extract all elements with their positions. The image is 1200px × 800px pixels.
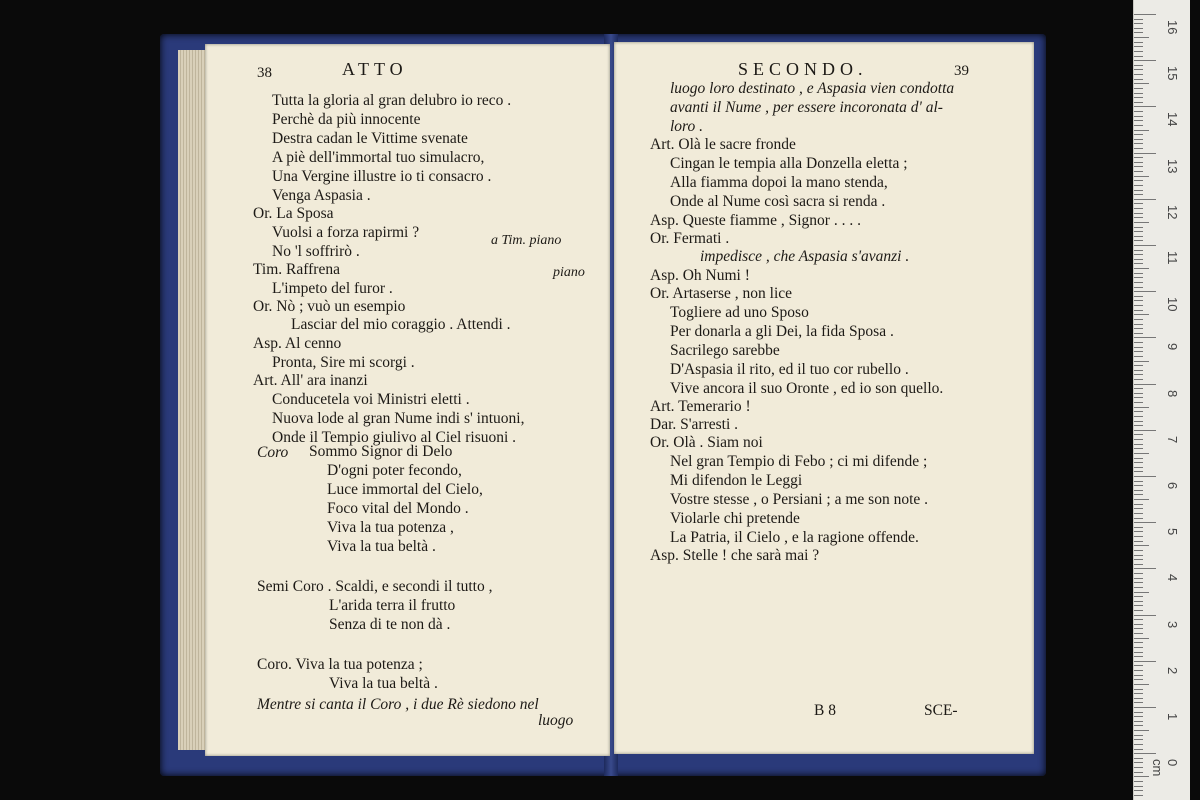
- ruler-tick: [1134, 69, 1143, 70]
- ruler-tick: [1134, 587, 1143, 588]
- text-line: Alla fiamma dopoi la mano stenda,: [670, 174, 888, 191]
- ruler-tick: [1134, 555, 1143, 556]
- ruler-number: 8: [1165, 389, 1180, 397]
- text-line: Vuolsi a forza rapirmi ?: [272, 224, 420, 241]
- ruler-tick: [1134, 568, 1156, 569]
- ruler-number: 13: [1165, 158, 1180, 174]
- text-line: No 'l soffrirò .: [272, 243, 360, 260]
- ruler-tick: [1134, 60, 1156, 61]
- ruler-tick: [1134, 208, 1143, 209]
- text-line: Una Vergine illustre io ti consacro .: [272, 168, 492, 185]
- ruler-tick: [1134, 485, 1143, 486]
- ruler-tick: [1134, 462, 1143, 463]
- ruler-tick: [1134, 190, 1143, 191]
- ruler-tick: [1134, 83, 1149, 84]
- ruler-tick: [1134, 596, 1143, 597]
- text-line: Tutta la gloria al gran delubro io reco .: [272, 92, 512, 109]
- ruler-tick: [1134, 453, 1149, 454]
- page-edges: [178, 50, 208, 750]
- ruler-tick: [1134, 425, 1143, 426]
- stage-direction: piano: [553, 265, 585, 280]
- ruler-tick: [1134, 254, 1143, 255]
- ruler-tick: [1134, 199, 1156, 200]
- text-line: Pronta, Sire mi scorgi .: [272, 354, 415, 371]
- ruler-tick: [1134, 337, 1156, 338]
- ruler-tick: [1134, 573, 1143, 574]
- text-line: Or. Fermati .: [650, 230, 730, 247]
- ruler-tick: [1134, 490, 1143, 491]
- ruler-number: 4: [1165, 574, 1180, 582]
- ruler-tick: [1134, 314, 1149, 315]
- ruler-tick: [1134, 725, 1143, 726]
- ruler-tick: [1134, 564, 1143, 565]
- text-line: Coro: [257, 444, 289, 461]
- text-line: Perchè da più innocente: [272, 111, 421, 128]
- text-line: Nuova lode al gran Nume indi s' intuoni,: [272, 410, 525, 427]
- ruler-tick: [1134, 458, 1143, 459]
- ruler-tick: [1134, 402, 1143, 403]
- ruler-number: 12: [1165, 204, 1180, 220]
- text-line: Or. Olà . Siam noi: [650, 434, 763, 451]
- ruler-tick: [1134, 300, 1143, 301]
- ruler-tick: [1134, 32, 1143, 33]
- ruler-tick: [1134, 74, 1143, 75]
- ruler-number: 7: [1165, 435, 1180, 444]
- text-line: Sommo Signor di Delo: [309, 443, 453, 460]
- text-line: avanti il Nume , per essere incoronata d' al-: [670, 99, 943, 116]
- ruler-tick: [1134, 397, 1143, 398]
- ruler-tick: [1134, 753, 1156, 754]
- ruler-tick: [1134, 675, 1143, 676]
- ruler-tick: [1134, 347, 1143, 348]
- ruler-number: 10: [1165, 297, 1180, 312]
- ruler-tick: [1134, 14, 1156, 15]
- ruler-tick: [1134, 790, 1143, 791]
- ruler-tick: [1134, 356, 1143, 357]
- ruler-tick: [1134, 310, 1143, 311]
- ruler-tick: [1134, 721, 1143, 722]
- ruler-tick: [1134, 282, 1143, 283]
- ruler-tick: [1134, 231, 1143, 232]
- text-line: Onde il Tempio giulivo al Ciel risuoni .: [272, 429, 517, 446]
- text-line: Violarle chi pretende: [670, 510, 800, 527]
- ruler-tick: [1134, 531, 1143, 532]
- ruler-tick: [1134, 407, 1149, 408]
- ruler-tick: [1134, 605, 1143, 606]
- ruler-tick: [1134, 416, 1143, 417]
- ruler-tick: [1134, 328, 1143, 329]
- ruler-tick: [1134, 628, 1143, 629]
- ruler-tick: [1134, 494, 1143, 495]
- ruler-tick: [1134, 739, 1143, 740]
- text-line: Semi Coro . Scaldi, e secondi il tutto ,: [257, 578, 493, 595]
- text-line: Coro. Viva la tua potenza ;: [257, 656, 423, 673]
- ruler-tick: [1134, 268, 1149, 269]
- text-line: Sacrilego sarebbe: [670, 342, 780, 359]
- text-line: Togliere ad uno Sposo: [670, 304, 809, 321]
- ruler-tick: [1134, 430, 1156, 431]
- text-line: Dar. S'arresti .: [650, 416, 739, 433]
- text-line: Cingan le tempia alla Donzella eletta ;: [670, 155, 908, 172]
- ruler-tick: [1134, 545, 1149, 546]
- ruler-tick: [1134, 23, 1143, 24]
- ruler-tick: [1134, 236, 1143, 237]
- ruler-tick: [1134, 508, 1143, 509]
- text-line: L'impeto del furor .: [272, 280, 393, 297]
- ruler-tick: [1134, 277, 1143, 278]
- text-line: Viva la tua potenza ,: [327, 519, 454, 536]
- ruler-tick: [1134, 730, 1149, 731]
- ruler-tick: [1134, 642, 1143, 643]
- ruler-number: 15: [1165, 66, 1180, 81]
- ruler-tick: [1134, 434, 1143, 435]
- ruler-tick: [1134, 712, 1143, 713]
- ruler-tick: [1134, 37, 1149, 38]
- text-line: Luce immortal del Cielo,: [327, 481, 483, 498]
- ruler-tick: [1134, 125, 1143, 126]
- ruler-tick: [1134, 240, 1143, 241]
- ruler-number: 0 cm: [1150, 759, 1180, 777]
- ruler-tick: [1134, 615, 1156, 616]
- text-line: L'arida terra il frutto: [329, 597, 456, 614]
- ruler-tick: [1134, 716, 1143, 717]
- ruler-tick: [1134, 333, 1143, 334]
- ruler-tick: [1134, 679, 1143, 680]
- ruler-tick: [1134, 467, 1143, 468]
- ruler-tick: [1134, 305, 1143, 306]
- ruler-tick: [1134, 194, 1143, 195]
- ruler-tick: [1134, 656, 1143, 657]
- text-line: Or. Nò ; vuò un esempio: [253, 298, 406, 315]
- ruler-tick: [1134, 102, 1143, 103]
- ruler-tick: [1134, 296, 1143, 297]
- ruler-tick: [1134, 19, 1143, 20]
- text-line: Art. All' ara inanzi: [253, 372, 368, 389]
- ruler-number: 5: [1165, 528, 1180, 536]
- ruler-tick: [1134, 749, 1143, 750]
- ruler-tick: [1134, 633, 1143, 634]
- ruler-tick: [1134, 670, 1143, 671]
- ruler-tick: [1134, 421, 1143, 422]
- text-line: Or. La Sposa: [253, 205, 334, 222]
- ruler-tick: [1134, 51, 1143, 52]
- text-line: A piè dell'immortal tuo simulacro,: [272, 149, 485, 166]
- text-line: Senza di te non dà .: [329, 616, 451, 633]
- ruler-tick: [1134, 171, 1143, 172]
- text-line: Art. Temerario !: [650, 398, 751, 415]
- ruler-tick: [1134, 180, 1143, 181]
- ruler-tick: [1134, 93, 1143, 94]
- ruler-tick: [1134, 786, 1143, 787]
- ruler-tick: [1134, 111, 1143, 112]
- ruler-tick: [1134, 217, 1143, 218]
- ruler-tick: [1134, 767, 1143, 768]
- ruler-tick: [1134, 735, 1143, 736]
- text-line: Mi difendon le Leggi: [670, 472, 803, 489]
- text-line: luogo: [538, 712, 574, 729]
- ruler-tick: [1134, 157, 1143, 158]
- signature-mark: B 8: [814, 702, 836, 719]
- text-line: Asp. Oh Numi !: [650, 267, 750, 284]
- ruler-tick: [1134, 661, 1156, 662]
- ruler-tick: [1134, 758, 1143, 759]
- ruler-tick: [1134, 351, 1143, 352]
- ruler-tick: [1134, 707, 1156, 708]
- ruler-tick: [1134, 647, 1143, 648]
- ruler-tick: [1134, 582, 1143, 583]
- ruler-tick: [1134, 143, 1143, 144]
- ruler-number: 16: [1165, 20, 1180, 35]
- ruler-tick: [1134, 795, 1143, 796]
- ruler-tick: [1134, 162, 1143, 163]
- stage-direction: a Tim. piano: [491, 233, 562, 248]
- ruler-tick: [1134, 411, 1143, 412]
- ruler-tick: [1134, 250, 1143, 251]
- right-page-number: 39: [954, 63, 969, 79]
- text-line: D'ogni poter fecondo,: [327, 462, 462, 479]
- ruler-tick: [1134, 471, 1143, 472]
- text-line: Conducetela voi Ministri eletti .: [272, 391, 470, 408]
- left-page-number: 38: [257, 65, 272, 81]
- ruler-tick: [1134, 361, 1149, 362]
- ruler-tick: [1134, 592, 1149, 593]
- ruler-tick: [1134, 476, 1156, 477]
- ruler-tick: [1134, 384, 1156, 385]
- text-line: Asp. Stelle ! che sarà mai ?: [650, 547, 820, 564]
- ruler-tick: [1134, 439, 1143, 440]
- ruler-tick: [1134, 56, 1143, 57]
- ruler-tick: [1134, 134, 1143, 135]
- ruler-tick: [1134, 97, 1143, 98]
- ruler-tick: [1134, 619, 1143, 620]
- ruler-tick: [1134, 139, 1143, 140]
- ruler-tick: [1134, 665, 1143, 666]
- text-line: Foco vital del Mondo .: [327, 500, 469, 517]
- text-line: Asp. Al cenno: [253, 335, 342, 352]
- ruler-tick: [1134, 393, 1143, 394]
- ruler-tick: [1134, 638, 1149, 639]
- ruler-tick: [1134, 130, 1149, 131]
- ruler-tick: [1134, 499, 1149, 500]
- ruler-tick: [1134, 481, 1143, 482]
- ruler-tick: [1134, 444, 1143, 445]
- ruler-tick: [1134, 273, 1143, 274]
- ruler-tick: [1134, 702, 1143, 703]
- text-line: D'Aspasia il rito, ed il tuo cor rubello .: [670, 361, 909, 378]
- text-line: Onde al Nume così sacra si renda .: [670, 193, 886, 210]
- text-line: impedisce , che Aspasia s'avanzi .: [700, 248, 910, 265]
- right-page: [614, 42, 1034, 754]
- ruler-tick: [1134, 698, 1143, 699]
- ruler-number: 1: [1165, 713, 1180, 721]
- ruler-tick: [1134, 522, 1156, 523]
- ruler-tick: [1134, 185, 1143, 186]
- ruler-tick: [1134, 213, 1143, 214]
- ruler-tick: [1134, 342, 1143, 343]
- text-line: Art. Olà le sacre fronde: [650, 136, 796, 153]
- ruler-tick: [1134, 65, 1143, 66]
- ruler-number: 6: [1165, 482, 1180, 490]
- text-line: Tim. Raffrena: [253, 261, 340, 278]
- ruler-tick: [1134, 504, 1143, 505]
- ruler-tick: [1134, 610, 1143, 611]
- ruler-tick: [1134, 781, 1143, 782]
- ruler-tick: [1134, 448, 1143, 449]
- text-line: Per donarla a gli Dei, la fida Sposa .: [670, 323, 894, 340]
- ruler-number: 11: [1165, 251, 1180, 265]
- text-line: Nel gran Tempio di Febo ; ci mi difende ;: [670, 453, 928, 470]
- ruler-tick: [1134, 46, 1143, 47]
- ruler-tick: [1134, 319, 1143, 320]
- ruler-tick: [1134, 762, 1143, 763]
- ruler-number: 14: [1165, 112, 1180, 127]
- ruler-tick: [1134, 148, 1143, 149]
- ruler-tick: [1134, 578, 1143, 579]
- ruler-tick: [1134, 559, 1143, 560]
- ruler-tick: [1134, 693, 1143, 694]
- ruler-tick: [1134, 291, 1156, 292]
- ruler-tick: [1134, 120, 1143, 121]
- text-line: Or. Artaserse , non lice: [650, 285, 793, 302]
- ruler-tick: [1134, 684, 1149, 685]
- catchword: SCE-: [924, 702, 958, 719]
- ruler-tick: [1134, 374, 1143, 375]
- ruler-tick: [1134, 222, 1149, 223]
- left-page-header: ATTO: [342, 59, 408, 79]
- text-line: Venga Aspasia .: [272, 187, 371, 204]
- ruler-tick: [1134, 106, 1156, 107]
- ruler-tick: [1134, 227, 1143, 228]
- ruler-tick: [1134, 689, 1143, 690]
- ruler-tick: [1134, 324, 1143, 325]
- left-page: [205, 44, 610, 756]
- ruler-tick: [1134, 513, 1143, 514]
- ruler-tick: [1134, 601, 1143, 602]
- ruler-tick: [1134, 624, 1143, 625]
- text-line: Viva la tua beltà .: [327, 538, 436, 555]
- text-line: Asp. Queste fiamme , Signor . . . .: [650, 212, 861, 229]
- measuring-ruler: [1133, 0, 1190, 800]
- ruler-tick: [1134, 776, 1149, 777]
- ruler-tick: [1134, 263, 1143, 264]
- ruler-tick: [1134, 287, 1143, 288]
- ruler-tick: [1134, 550, 1143, 551]
- ruler-tick: [1134, 42, 1143, 43]
- ruler-tick: [1134, 379, 1143, 380]
- text-line: La Patria, il Cielo , e la ragione offende.: [670, 529, 919, 546]
- ruler-tick: [1134, 365, 1143, 366]
- ruler-tick: [1134, 772, 1143, 773]
- text-line: Destra cadan le Vittime svenate: [272, 130, 468, 147]
- ruler-number: 3: [1165, 620, 1180, 628]
- ruler-tick: [1134, 28, 1143, 29]
- text-line: Vostre stesse , o Persiani ; a me son note .: [670, 491, 929, 508]
- text-line: Lasciar del mio coraggio . Attendi .: [291, 316, 511, 333]
- ruler-tick: [1134, 518, 1143, 519]
- right-page-header: SECONDO.: [738, 59, 868, 79]
- ruler-tick: [1134, 652, 1143, 653]
- text-line: Vive ancora il suo Oronte , ed io son quello.: [670, 380, 944, 397]
- ruler-tick: [1134, 245, 1156, 246]
- text-line: Viva la tua beltà .: [329, 675, 438, 692]
- ruler-tick: [1134, 536, 1143, 537]
- ruler-tick: [1134, 541, 1143, 542]
- ruler-tick: [1134, 203, 1143, 204]
- text-line: luogo loro destinato , e Aspasia vien condotta: [670, 80, 955, 97]
- ruler-tick: [1134, 116, 1143, 117]
- ruler-tick: [1134, 370, 1143, 371]
- text-line: loro .: [670, 118, 704, 135]
- ruler-tick: [1134, 744, 1143, 745]
- ruler-tick: [1134, 259, 1143, 260]
- ruler-tick: [1134, 166, 1143, 167]
- ruler-tick: [1134, 88, 1143, 89]
- ruler-tick: [1134, 176, 1149, 177]
- ruler-tick: [1134, 388, 1143, 389]
- ruler-tick: [1134, 153, 1156, 154]
- text-line: Mentre si canta il Coro , i due Rè siedono nel: [257, 696, 539, 713]
- ruler-tick: [1134, 79, 1143, 80]
- ruler-number: 9: [1165, 343, 1180, 351]
- ruler-tick: [1134, 527, 1143, 528]
- ruler-number: 2: [1165, 666, 1180, 675]
